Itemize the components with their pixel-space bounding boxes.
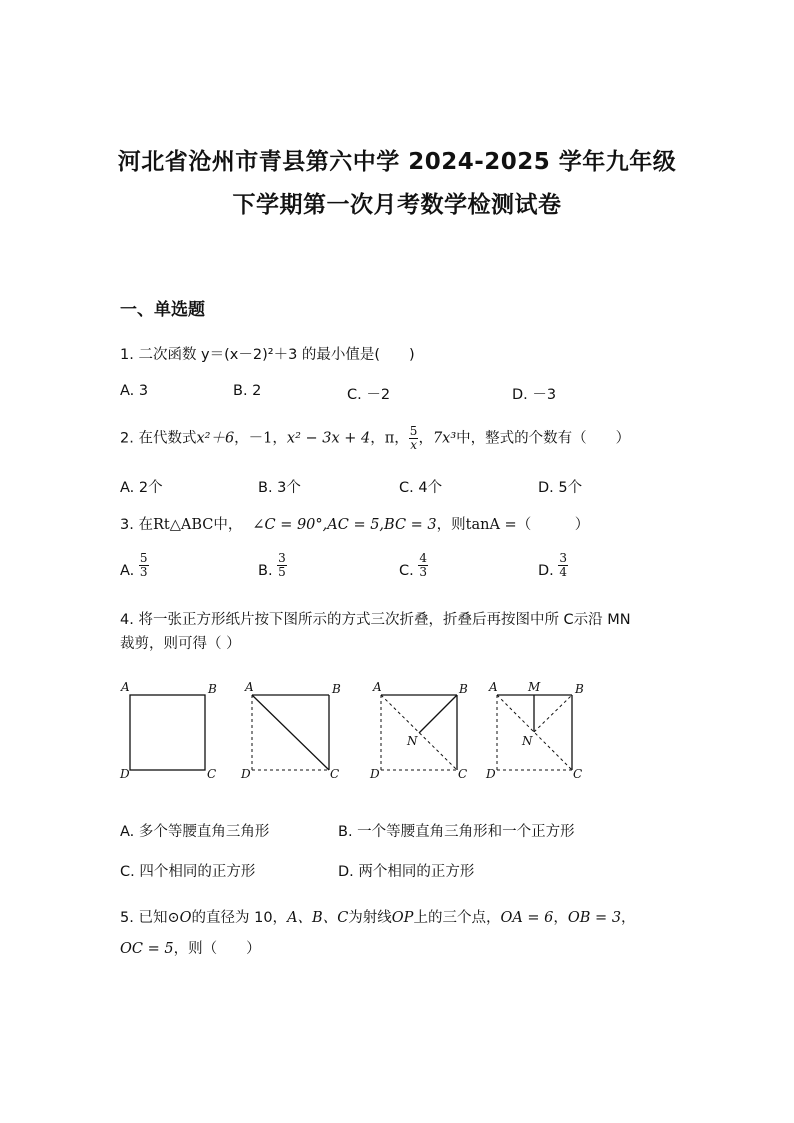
q5-text-3: 上的三个点， — [413, 910, 501, 926]
q2-option-c: C. 4个 — [399, 480, 443, 496]
q2-expr-4: π — [384, 430, 395, 447]
q1-option-d: D. －3 — [512, 387, 557, 403]
label-b: B — [208, 682, 217, 696]
fraction-denominator: 3 — [139, 565, 148, 579]
q3-option-b-fraction — [277, 552, 287, 579]
q5-ray: OP — [391, 910, 414, 926]
q5-oc: OC = 5 — [120, 941, 174, 957]
q5-text-1: 的直径为 10， — [191, 910, 288, 926]
label-a: A — [245, 680, 254, 694]
q4-option-c: C. 四个相同的正方形 — [120, 864, 256, 880]
q5-prefix: 5. 已知 — [120, 910, 168, 926]
label-d: D — [241, 767, 251, 781]
q2-separator: ， — [272, 430, 287, 447]
q5-oa: OA = 6 — [500, 910, 554, 926]
label-c: C — [330, 767, 340, 781]
q1-option-b: B. 2 — [233, 383, 262, 399]
label-d: D — [370, 767, 380, 781]
q1-option-c: C. －2 — [347, 387, 391, 403]
fold-figure-1 — [119, 680, 217, 781]
q5-text-4: ，则（ ） — [173, 941, 261, 957]
question-5-text-line-2 — [120, 937, 261, 958]
fold-figure-3 — [369, 680, 468, 781]
label-a: A — [489, 680, 498, 694]
label-n: N — [407, 734, 418, 748]
q3-mid: 中， — [213, 517, 243, 533]
q2-expr-3: x² − 3x + 4 — [286, 430, 371, 447]
q3-ask: tanA = — [465, 517, 517, 533]
q3-option-label: D. — [538, 563, 554, 579]
exam-title-line-1: 河北省沧州市青县第六中学 2024-2025 学年九年级 — [117, 149, 677, 175]
fraction-numerator: 3 — [559, 551, 568, 565]
question-1-text: 1. 二次函数 y＝(x－2)²＋3 的最小值是( ) — [120, 347, 415, 363]
q5-comma: ， — [621, 910, 636, 926]
question-4-text-line-2: 裁剪，则可得（ ） — [120, 636, 241, 652]
q3-option-label: A. — [120, 563, 135, 579]
label-a: A — [121, 680, 130, 694]
fold-figure-4 — [485, 680, 584, 781]
q2-fraction — [409, 425, 419, 452]
q3-then: ，则 — [436, 517, 466, 533]
fraction-numerator: 5 — [139, 551, 148, 565]
label-a: A — [373, 680, 382, 694]
question-4-text-line-1: 4. 将一张正方形纸片按下图所示的方式三次折叠，折叠后再按图中所 C示沿 MN — [120, 612, 631, 628]
q5-text-2: 为射线 — [348, 910, 392, 926]
q3-option-a — [120, 552, 149, 579]
fraction-denominator: 3 — [419, 565, 427, 579]
q3-paren: （ ） — [516, 517, 590, 533]
q2-fraction-numerator: 5 — [409, 424, 418, 438]
q2-expr-2: －1 — [248, 430, 273, 447]
q2-option-b: B. 3个 — [258, 480, 301, 496]
q3-prefix: 3. 在 — [120, 517, 153, 533]
q3-option-c-fraction — [418, 552, 428, 579]
fraction-denominator: 4 — [559, 565, 568, 579]
fraction-numerator: 3 — [278, 551, 286, 565]
q2-expr-6: 7x³ — [432, 430, 457, 447]
q2-separator: ， — [370, 430, 385, 447]
q2-expr-1: x²＋6 — [196, 430, 235, 447]
label-c: C — [573, 767, 583, 781]
label-b: B — [459, 682, 468, 696]
label-b: B — [332, 682, 341, 696]
question-3-text — [120, 513, 589, 534]
square-outline — [130, 695, 205, 770]
q3-option-d — [538, 552, 568, 579]
q2-suffix: 中，整式的个数有（ ） — [456, 430, 631, 447]
q3-option-c — [399, 552, 428, 579]
label-m: M — [528, 680, 541, 694]
q3-option-d-fraction — [558, 552, 568, 579]
q3-option-b — [258, 552, 287, 579]
q4-option-b: B. 一个等腰直角三角形和一个正方形 — [338, 824, 575, 840]
folding-figure — [110, 675, 600, 787]
q3-option-label: C. — [399, 563, 414, 579]
label-n: N — [522, 734, 533, 748]
fraction-denominator: 5 — [278, 565, 286, 579]
q2-separator: ， — [418, 430, 433, 447]
q5-ob: OB = 3 — [567, 910, 622, 926]
exam-title-line-2: 下学期第一次月考数学检测试卷 — [232, 192, 562, 218]
label-c: C — [458, 767, 468, 781]
q3-option-label: B. — [258, 563, 273, 579]
question-2-text — [120, 425, 630, 452]
q5-points: A、B、C — [287, 910, 349, 926]
q3-option-a-fraction — [139, 552, 149, 579]
label-b: B — [575, 682, 584, 696]
q5-comma: ， — [553, 910, 568, 926]
fraction-numerator: 4 — [419, 551, 427, 565]
q2-option-a: A. 2个 — [120, 480, 163, 496]
q2-separator: ， — [394, 430, 409, 447]
q4-option-a: A. 多个等腰直角三角形 — [120, 824, 270, 840]
q4-option-d: D. 两个相同的正方形 — [338, 864, 475, 880]
question-5-text-line-1 — [120, 906, 636, 927]
q3-triangle: Rt△ABC — [152, 517, 214, 533]
label-d: D — [486, 767, 496, 781]
q1-option-a: A. 3 — [120, 383, 149, 399]
q2-option-d: D. 5个 — [538, 480, 583, 496]
label-c: C — [207, 767, 217, 781]
fold-figure-2 — [240, 680, 341, 781]
q2-fraction-denominator: x — [410, 438, 417, 452]
q5-circle: ⊙O — [167, 910, 192, 926]
q2-prefix: 2. 在代数式 — [120, 430, 197, 447]
q2-separator: ， — [234, 430, 249, 447]
q3-conditions: ∠C = 90°,AC = 5,BC = 3 — [252, 517, 437, 533]
label-d: D — [120, 767, 130, 781]
section-heading-single-choice: 一、单选题 — [120, 300, 205, 320]
